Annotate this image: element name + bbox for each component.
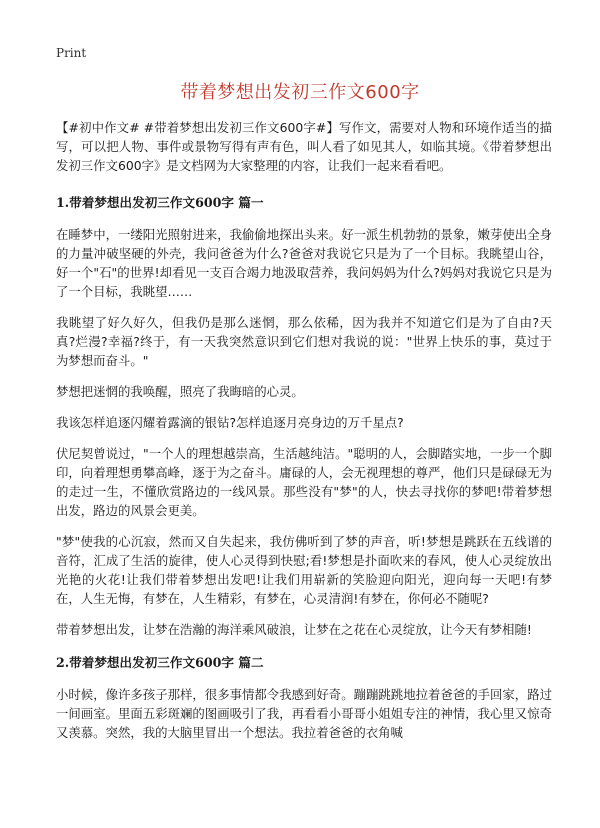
page-title: 带着梦想出发初三作文600字 [180, 82, 420, 103]
section1-paragraph: 带着梦想出发，让梦在浩瀚的海洋乘风破浪，让梦在之花在心灵绽放，让今天有梦相随! [56, 622, 532, 637]
section1-paragraph: 在睡梦中，一缕阳光照射进来，我偷偷地探出头来。好一派生机勃勃的景象，嫩芽使出全身的力量冲破坚硬的外壳，我问爸爸为什么?爸爸对我说它只是为了一个目标。我眺望山谷，好一个"石"的世界!却看见一支百合竭力地汲取营养，我问妈妈为什么?妈妈对我说它只是为了一个目标，我眺望…… [56, 227, 552, 299]
section1-paragraph: 我眺望了好久好久，但我仍是那么迷惘，那么依稀，因为我并不知道它们是为了自由?天真?烂漫?幸福?终于，有一天我突然意识到它们想对我说的说："世界上快乐的事，莫过于为梦想而奋斗。" [56, 315, 552, 368]
section2-paragraph: 小时候，像许多孩子那样，很多事情都令我感到好奇。蹦蹦跳跳地拉着爸爸的手回家，路过一间画室。里面五彩斑斓的图画吸引了我，再看看小哥哥小姐姐专注的神情，我心里又惊奇又羡慕。突然，我的大脑里冒出一个想法。我拉着爸爸的衣角喊 [56, 687, 552, 740]
article-body [56, 118, 552, 754]
section-heading-2: 2.带着梦想出发初三作文600字 篇二 [56, 655, 264, 670]
section1-paragraph: 梦想把迷惘的我唤醒，照亮了我晦暗的心灵。 [56, 384, 304, 399]
intro-paragraph: 【#初中作文# #带着梦想出发初三作文600字#】写作文，需要对人物和环境作适当的描写，可以把人物、事件或景物写得有声有色，叫人看了如见其人，如临其境。《带着梦想出发初三作文600字》是文档网为大家整理的内容，让我们一起来看看吧。 [56, 120, 552, 173]
section1-paragraph: "梦"使我的心沉寂，然而又自失起来，我仿佛听到了梦的声音，听!梦想是跳跃在五线谱的音符，汇成了生活的旋律，使人心灵得到快慰;看!梦想是扑面吹来的春风，使人心灵绽放出光艳的火花!让我们带着梦想出发吧!让我们用崭新的笑脸迎向阳光，迎向每一天吧!有梦在，人生无悔，有梦在，人生精彩，有梦在，心灵清润!有梦在，你何必不随呢? [56, 534, 552, 606]
section1-paragraph: 伏尼契曾说过，"一个人的理想越崇高，生活越纯洁。"聪明的人，会脚踏实地，一步一个脚印，向着理想勇攀高峰，逐于为之奋斗。庸碌的人，会无视理想的尊严，他们只是碌碌无为的走过一生，不懂欣赏路边的一线风景。那些没有"梦"的人，快去寻找你的梦吧!带着梦想出发，路边的风景会更美。 [56, 446, 552, 518]
section1-paragraph: 我该怎样追逐闪耀着露滴的银钻?怎样追逐月亮身边的万千星点? [56, 415, 404, 430]
section-heading-1: 1.带着梦想出发初三作文600字 篇一 [56, 195, 264, 210]
print-link[interactable]: Print [56, 46, 87, 60]
